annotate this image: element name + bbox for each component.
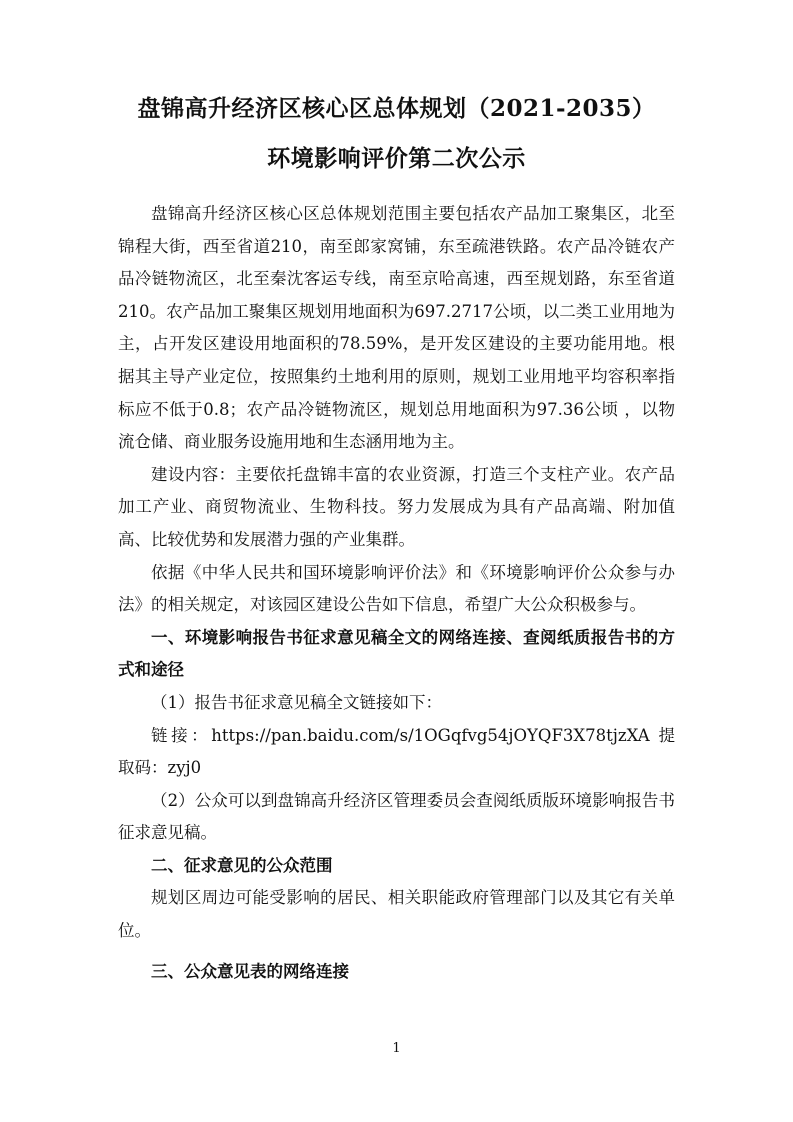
list-item-report-link: （1）报告书征求意见稿全文链接如下： — [151, 692, 442, 712]
list-item-paper-copy: （2）公众可以到盘锦高升经济区管理委员会查阅纸质版环境影响报告书征求意见稿。 — [118, 790, 675, 843]
paragraph-plan-scope: 盘锦高升经济区核心区总体规划范围主要包括农产品加工聚集区，北至锦程大街，西至省道210，南至郎家窝铺，东至疏港铁路。农产品冷链农产品冷链物流区，北至秦沈客运专线，南至京哈高速，西至规划路，东至省道210。农产品加工聚集区规划用地面积为697.2717公顷，以二类工业用地为主，占开发区建设用地面积的78.59%，是开发区建设的主要功能用地。根据其主导产业定位，按照集约土地利用的原则，规划工业用地平均容积率指标应不低于0.8；农产品冷链物流区，规划总用地面积为97.36公顷 ，以物流仓储、商业服务设施用地和生态涵用地为主。 — [118, 204, 675, 452]
section-heading-2: 二、征求意见的公众范围 — [151, 855, 333, 875]
page-number: 1 — [392, 1041, 401, 1056]
document-body — [118, 198, 675, 988]
paragraph-public-scope: 规划区周边可能受影响的居民、相关职能政府管理部门以及其它有关单位。 — [118, 888, 675, 941]
paragraph-legal-basis: 依据《中华人民共和国环境影响评价法》和《环境影响评价公众参与办法》的相关规定，对该园区建设公告如下信息，希望广大公众积极参与。 — [118, 562, 675, 615]
download-link[interactable]: 链接：https://pan.baidu.com/s/1OGqfvg54jOYQF3X78tjzXA 提取码：zyj0 — [118, 725, 675, 778]
document-subtitle: 环境影响评价第二次公示 — [267, 145, 526, 172]
section-heading-3: 三、公众意见表的网络连接 — [151, 961, 349, 981]
section-heading-1: 一、环境影响报告书征求意见稿全文的网络连接、查阅纸质报告书的方式和途径 — [118, 627, 675, 680]
paragraph-construction: 建设内容：主要依托盘锦丰富的农业资源，打造三个支柱产业。农产品加工产业、商贸物流业、生物科技。努力发展成为具有产品高端、附加值高、比较优势和发展潜力强的产业集群。 — [118, 464, 675, 549]
document-title: 盘锦高升经济区核心区总体规划（2021-2035） — [137, 95, 656, 122]
